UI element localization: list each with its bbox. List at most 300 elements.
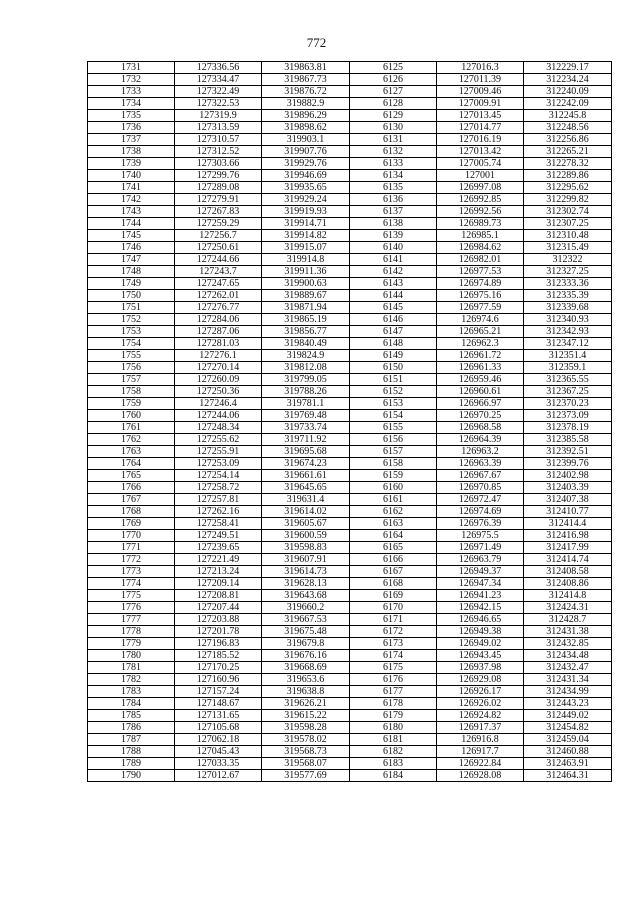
y-coord-left-cell: 319914.82 bbox=[262, 230, 350, 242]
x-coord-left-cell: 127062.18 bbox=[175, 734, 262, 746]
x-coord-left-cell: 127185.52 bbox=[175, 650, 262, 662]
point-id-right-cell: 6150 bbox=[350, 362, 437, 374]
y-coord-right-cell: 312229.17 bbox=[524, 62, 612, 74]
point-id-left-cell: 1768 bbox=[88, 506, 175, 518]
y-coord-right-cell: 312414.74 bbox=[524, 554, 612, 566]
y-coord-left-cell: 319600.59 bbox=[262, 530, 350, 542]
coordinates-table bbox=[87, 61, 612, 782]
point-id-left-cell: 1775 bbox=[88, 590, 175, 602]
x-coord-left-cell: 127255.91 bbox=[175, 446, 262, 458]
table-row bbox=[88, 686, 612, 698]
table-row bbox=[88, 254, 612, 266]
x-coord-left-cell: 127131.65 bbox=[175, 710, 262, 722]
y-coord-right-cell: 312454.82 bbox=[524, 722, 612, 734]
y-coord-right-cell: 312432.85 bbox=[524, 638, 612, 650]
point-id-left-cell: 1742 bbox=[88, 194, 175, 206]
table-row bbox=[88, 746, 612, 758]
table-row bbox=[88, 314, 612, 326]
x-coord-left-cell: 127196.83 bbox=[175, 638, 262, 650]
y-coord-right-cell: 312370.23 bbox=[524, 398, 612, 410]
y-coord-right-cell: 312256.86 bbox=[524, 134, 612, 146]
x-coord-left-cell: 127336.56 bbox=[175, 62, 262, 74]
y-coord-left-cell: 319643.68 bbox=[262, 590, 350, 602]
y-coord-right-cell: 312431.34 bbox=[524, 674, 612, 686]
point-id-right-cell: 6131 bbox=[350, 134, 437, 146]
table-row bbox=[88, 494, 612, 506]
y-coord-left-cell: 319812.08 bbox=[262, 362, 350, 374]
x-coord-right-cell: 126963.39 bbox=[437, 458, 524, 470]
y-coord-left-cell: 319903.1 bbox=[262, 134, 350, 146]
table-row bbox=[88, 758, 612, 770]
point-id-left-cell: 1769 bbox=[88, 518, 175, 530]
y-coord-right-cell: 312302.74 bbox=[524, 206, 612, 218]
point-id-right-cell: 6160 bbox=[350, 482, 437, 494]
y-coord-right-cell: 312431.38 bbox=[524, 626, 612, 638]
table-row bbox=[88, 134, 612, 146]
x-coord-right-cell: 126977.53 bbox=[437, 266, 524, 278]
point-id-right-cell: 6162 bbox=[350, 506, 437, 518]
x-coord-right-cell: 126977.59 bbox=[437, 302, 524, 314]
point-id-left-cell: 1741 bbox=[88, 182, 175, 194]
point-id-left-cell: 1748 bbox=[88, 266, 175, 278]
point-id-left-cell: 1778 bbox=[88, 626, 175, 638]
y-coord-right-cell: 312327.25 bbox=[524, 266, 612, 278]
point-id-right-cell: 6175 bbox=[350, 662, 437, 674]
y-coord-right-cell: 312315.49 bbox=[524, 242, 612, 254]
y-coord-right-cell: 312408.86 bbox=[524, 578, 612, 590]
y-coord-left-cell: 319867.73 bbox=[262, 74, 350, 86]
point-id-left-cell: 1780 bbox=[88, 650, 175, 662]
x-coord-left-cell: 127239.65 bbox=[175, 542, 262, 554]
point-id-right-cell: 6130 bbox=[350, 122, 437, 134]
y-coord-right-cell: 312410.77 bbox=[524, 506, 612, 518]
x-coord-right-cell: 126937.98 bbox=[437, 662, 524, 674]
x-coord-left-cell: 127203.88 bbox=[175, 614, 262, 626]
y-coord-right-cell: 312339.68 bbox=[524, 302, 612, 314]
point-id-left-cell: 1772 bbox=[88, 554, 175, 566]
point-id-right-cell: 6137 bbox=[350, 206, 437, 218]
table-row bbox=[88, 266, 612, 278]
point-id-left-cell: 1751 bbox=[88, 302, 175, 314]
point-id-left-cell: 1770 bbox=[88, 530, 175, 542]
x-coord-right-cell: 127011.39 bbox=[437, 74, 524, 86]
x-coord-left-cell: 127262.16 bbox=[175, 506, 262, 518]
x-coord-right-cell: 126968.58 bbox=[437, 422, 524, 434]
point-id-right-cell: 6182 bbox=[350, 746, 437, 758]
point-id-right-cell: 6146 bbox=[350, 314, 437, 326]
x-coord-right-cell: 126961.33 bbox=[437, 362, 524, 374]
point-id-right-cell: 6170 bbox=[350, 602, 437, 614]
y-coord-left-cell: 319911.36 bbox=[262, 266, 350, 278]
point-id-right-cell: 6136 bbox=[350, 194, 437, 206]
y-coord-left-cell: 319929.24 bbox=[262, 194, 350, 206]
x-coord-right-cell: 126984.62 bbox=[437, 242, 524, 254]
y-coord-right-cell: 312347.12 bbox=[524, 338, 612, 350]
point-id-right-cell: 6143 bbox=[350, 278, 437, 290]
table-row bbox=[88, 530, 612, 542]
point-id-left-cell: 1756 bbox=[88, 362, 175, 374]
x-coord-right-cell: 126960.61 bbox=[437, 386, 524, 398]
x-coord-right-cell: 126959.46 bbox=[437, 374, 524, 386]
point-id-right-cell: 6148 bbox=[350, 338, 437, 350]
y-coord-right-cell: 312248.56 bbox=[524, 122, 612, 134]
y-coord-right-cell: 312416.98 bbox=[524, 530, 612, 542]
point-id-right-cell: 6144 bbox=[350, 290, 437, 302]
page-number: 772 bbox=[306, 35, 327, 50]
x-coord-right-cell: 126917.37 bbox=[437, 722, 524, 734]
point-id-right-cell: 6138 bbox=[350, 218, 437, 230]
x-coord-left-cell: 127170.25 bbox=[175, 662, 262, 674]
point-id-right-cell: 6154 bbox=[350, 410, 437, 422]
table-row bbox=[88, 362, 612, 374]
x-coord-right-cell: 126971.49 bbox=[437, 542, 524, 554]
table-row bbox=[88, 554, 612, 566]
y-coord-left-cell: 319788.26 bbox=[262, 386, 350, 398]
table-row bbox=[88, 470, 612, 482]
x-coord-right-cell: 127001 bbox=[437, 170, 524, 182]
y-coord-left-cell: 319871.94 bbox=[262, 302, 350, 314]
table-row bbox=[88, 518, 612, 530]
x-coord-right-cell: 126970.25 bbox=[437, 410, 524, 422]
table-row bbox=[88, 290, 612, 302]
table-row bbox=[88, 350, 612, 362]
x-coord-left-cell: 127033.35 bbox=[175, 758, 262, 770]
y-coord-right-cell: 312428.7 bbox=[524, 614, 612, 626]
x-coord-right-cell: 126974.6 bbox=[437, 314, 524, 326]
x-coord-right-cell: 126992.56 bbox=[437, 206, 524, 218]
y-coord-right-cell: 312408.58 bbox=[524, 566, 612, 578]
point-id-right-cell: 6179 bbox=[350, 710, 437, 722]
x-coord-left-cell: 127313.59 bbox=[175, 122, 262, 134]
x-coord-left-cell: 127012.67 bbox=[175, 770, 262, 782]
point-id-left-cell: 1746 bbox=[88, 242, 175, 254]
y-coord-left-cell: 319914.71 bbox=[262, 218, 350, 230]
x-coord-right-cell: 126922.84 bbox=[437, 758, 524, 770]
y-coord-right-cell: 312463.91 bbox=[524, 758, 612, 770]
x-coord-right-cell: 126974.89 bbox=[437, 278, 524, 290]
x-coord-left-cell: 127279.91 bbox=[175, 194, 262, 206]
y-coord-left-cell: 319824.9 bbox=[262, 350, 350, 362]
table-row bbox=[88, 146, 612, 158]
x-coord-left-cell: 127246.4 bbox=[175, 398, 262, 410]
x-coord-right-cell: 126997.08 bbox=[437, 182, 524, 194]
point-id-right-cell: 6133 bbox=[350, 158, 437, 170]
point-id-left-cell: 1736 bbox=[88, 122, 175, 134]
y-coord-left-cell: 319675.48 bbox=[262, 626, 350, 638]
point-id-left-cell: 1732 bbox=[88, 74, 175, 86]
point-id-left-cell: 1781 bbox=[88, 662, 175, 674]
x-coord-left-cell: 127221.49 bbox=[175, 554, 262, 566]
point-id-right-cell: 6128 bbox=[350, 98, 437, 110]
y-coord-left-cell: 319661.61 bbox=[262, 470, 350, 482]
x-coord-right-cell: 126975.16 bbox=[437, 290, 524, 302]
point-id-right-cell: 6152 bbox=[350, 386, 437, 398]
table-row bbox=[88, 770, 612, 782]
x-coord-right-cell: 127013.42 bbox=[437, 146, 524, 158]
x-coord-left-cell: 127209.14 bbox=[175, 578, 262, 590]
point-id-left-cell: 1776 bbox=[88, 602, 175, 614]
y-coord-right-cell: 312365.55 bbox=[524, 374, 612, 386]
x-coord-right-cell: 126966.97 bbox=[437, 398, 524, 410]
point-id-left-cell: 1765 bbox=[88, 470, 175, 482]
point-id-left-cell: 1788 bbox=[88, 746, 175, 758]
point-id-left-cell: 1760 bbox=[88, 410, 175, 422]
y-coord-right-cell: 312407.38 bbox=[524, 494, 612, 506]
y-coord-right-cell: 312322 bbox=[524, 254, 612, 266]
point-id-left-cell: 1753 bbox=[88, 326, 175, 338]
table-row bbox=[88, 410, 612, 422]
table-row bbox=[88, 374, 612, 386]
y-coord-right-cell: 312385.58 bbox=[524, 434, 612, 446]
point-id-left-cell: 1752 bbox=[88, 314, 175, 326]
x-coord-right-cell: 126967.67 bbox=[437, 470, 524, 482]
point-id-right-cell: 6156 bbox=[350, 434, 437, 446]
y-coord-left-cell: 319896.29 bbox=[262, 110, 350, 122]
y-coord-left-cell: 319907.76 bbox=[262, 146, 350, 158]
point-id-right-cell: 6125 bbox=[350, 62, 437, 74]
table-row bbox=[88, 110, 612, 122]
table-row bbox=[88, 98, 612, 110]
point-id-right-cell: 6164 bbox=[350, 530, 437, 542]
x-coord-left-cell: 127249.51 bbox=[175, 530, 262, 542]
x-coord-right-cell: 126928.08 bbox=[437, 770, 524, 782]
y-coord-right-cell: 312240.09 bbox=[524, 86, 612, 98]
table-row bbox=[88, 206, 612, 218]
y-coord-left-cell: 319607.91 bbox=[262, 554, 350, 566]
x-coord-left-cell: 127207.44 bbox=[175, 602, 262, 614]
table-row bbox=[88, 302, 612, 314]
y-coord-left-cell: 319614.02 bbox=[262, 506, 350, 518]
y-coord-right-cell: 312351.4 bbox=[524, 350, 612, 362]
x-coord-left-cell: 127289.08 bbox=[175, 182, 262, 194]
x-coord-left-cell: 127201.78 bbox=[175, 626, 262, 638]
x-coord-left-cell: 127270.14 bbox=[175, 362, 262, 374]
table-row bbox=[88, 614, 612, 626]
point-id-right-cell: 6157 bbox=[350, 446, 437, 458]
x-coord-right-cell: 126949.02 bbox=[437, 638, 524, 650]
point-id-right-cell: 6184 bbox=[350, 770, 437, 782]
point-id-right-cell: 6134 bbox=[350, 170, 437, 182]
x-coord-left-cell: 127045.43 bbox=[175, 746, 262, 758]
x-coord-right-cell: 126916.8 bbox=[437, 734, 524, 746]
point-id-right-cell: 6151 bbox=[350, 374, 437, 386]
table-row bbox=[88, 170, 612, 182]
point-id-right-cell: 6141 bbox=[350, 254, 437, 266]
point-id-left-cell: 1787 bbox=[88, 734, 175, 746]
y-coord-left-cell: 319614.73 bbox=[262, 566, 350, 578]
table-row bbox=[88, 566, 612, 578]
point-id-left-cell: 1767 bbox=[88, 494, 175, 506]
table-row bbox=[88, 446, 612, 458]
x-coord-right-cell: 127005.74 bbox=[437, 158, 524, 170]
x-coord-right-cell: 126976.39 bbox=[437, 518, 524, 530]
y-coord-right-cell: 312367.25 bbox=[524, 386, 612, 398]
point-id-right-cell: 6149 bbox=[350, 350, 437, 362]
y-coord-right-cell: 312234.24 bbox=[524, 74, 612, 86]
table-row bbox=[88, 734, 612, 746]
x-coord-right-cell: 126942.15 bbox=[437, 602, 524, 614]
x-coord-right-cell: 127013.45 bbox=[437, 110, 524, 122]
y-coord-left-cell: 319598.28 bbox=[262, 722, 350, 734]
x-coord-left-cell: 127243.7 bbox=[175, 266, 262, 278]
y-coord-right-cell: 312443.23 bbox=[524, 698, 612, 710]
table-row bbox=[88, 182, 612, 194]
y-coord-left-cell: 319676.16 bbox=[262, 650, 350, 662]
x-coord-left-cell: 127287.06 bbox=[175, 326, 262, 338]
x-coord-left-cell: 127257.81 bbox=[175, 494, 262, 506]
y-coord-left-cell: 319900.63 bbox=[262, 278, 350, 290]
coordinates-table-body bbox=[88, 62, 612, 782]
point-id-right-cell: 6173 bbox=[350, 638, 437, 650]
point-id-right-cell: 6145 bbox=[350, 302, 437, 314]
point-id-left-cell: 1777 bbox=[88, 614, 175, 626]
table-row bbox=[88, 86, 612, 98]
x-coord-left-cell: 127258.41 bbox=[175, 518, 262, 530]
point-id-left-cell: 1743 bbox=[88, 206, 175, 218]
x-coord-right-cell: 126989.73 bbox=[437, 218, 524, 230]
point-id-left-cell: 1754 bbox=[88, 338, 175, 350]
point-id-right-cell: 6177 bbox=[350, 686, 437, 698]
point-id-left-cell: 1734 bbox=[88, 98, 175, 110]
x-coord-right-cell: 126974.69 bbox=[437, 506, 524, 518]
point-id-left-cell: 1755 bbox=[88, 350, 175, 362]
y-coord-left-cell: 319626.21 bbox=[262, 698, 350, 710]
y-coord-left-cell: 319668.69 bbox=[262, 662, 350, 674]
x-coord-right-cell: 127009.46 bbox=[437, 86, 524, 98]
table-row bbox=[88, 722, 612, 734]
x-coord-left-cell: 127299.76 bbox=[175, 170, 262, 182]
point-id-right-cell: 6155 bbox=[350, 422, 437, 434]
table-row bbox=[88, 62, 612, 74]
x-coord-right-cell: 126929.08 bbox=[437, 674, 524, 686]
y-coord-right-cell: 312402.98 bbox=[524, 470, 612, 482]
y-coord-left-cell: 319915.07 bbox=[262, 242, 350, 254]
x-coord-right-cell: 126949.37 bbox=[437, 566, 524, 578]
y-coord-left-cell: 319577.69 bbox=[262, 770, 350, 782]
y-coord-right-cell: 312432.47 bbox=[524, 662, 612, 674]
x-coord-left-cell: 127254.14 bbox=[175, 470, 262, 482]
x-coord-right-cell: 126941.23 bbox=[437, 590, 524, 602]
point-id-left-cell: 1790 bbox=[88, 770, 175, 782]
x-coord-left-cell: 127247.65 bbox=[175, 278, 262, 290]
y-coord-left-cell: 319568.07 bbox=[262, 758, 350, 770]
y-coord-left-cell: 319628.13 bbox=[262, 578, 350, 590]
y-coord-right-cell: 312265.21 bbox=[524, 146, 612, 158]
table-row bbox=[88, 122, 612, 134]
y-coord-right-cell: 312464.31 bbox=[524, 770, 612, 782]
point-id-left-cell: 1762 bbox=[88, 434, 175, 446]
table-row bbox=[88, 194, 612, 206]
y-coord-left-cell: 319935.65 bbox=[262, 182, 350, 194]
x-coord-left-cell: 127260.09 bbox=[175, 374, 262, 386]
x-coord-right-cell: 126992.85 bbox=[437, 194, 524, 206]
y-coord-left-cell: 319865.19 bbox=[262, 314, 350, 326]
point-id-right-cell: 6172 bbox=[350, 626, 437, 638]
y-coord-right-cell: 312359.1 bbox=[524, 362, 612, 374]
point-id-right-cell: 6129 bbox=[350, 110, 437, 122]
y-coord-left-cell: 319667.53 bbox=[262, 614, 350, 626]
x-coord-right-cell: 126965.21 bbox=[437, 326, 524, 338]
table-row bbox=[88, 218, 612, 230]
table-row bbox=[88, 158, 612, 170]
y-coord-left-cell: 319914.8 bbox=[262, 254, 350, 266]
x-coord-right-cell: 126972.47 bbox=[437, 494, 524, 506]
table-row bbox=[88, 542, 612, 554]
point-id-left-cell: 1744 bbox=[88, 218, 175, 230]
table-row bbox=[88, 710, 612, 722]
x-coord-left-cell: 127334.47 bbox=[175, 74, 262, 86]
y-coord-left-cell: 319653.6 bbox=[262, 674, 350, 686]
x-coord-right-cell: 126963.2 bbox=[437, 446, 524, 458]
y-coord-right-cell: 312414.4 bbox=[524, 518, 612, 530]
point-id-left-cell: 1782 bbox=[88, 674, 175, 686]
y-coord-right-cell: 312295.62 bbox=[524, 182, 612, 194]
y-coord-left-cell: 319615.22 bbox=[262, 710, 350, 722]
x-coord-right-cell: 126961.72 bbox=[437, 350, 524, 362]
x-coord-left-cell: 127244.06 bbox=[175, 410, 262, 422]
point-id-left-cell: 1773 bbox=[88, 566, 175, 578]
point-id-left-cell: 1738 bbox=[88, 146, 175, 158]
x-coord-left-cell: 127250.36 bbox=[175, 386, 262, 398]
x-coord-left-cell: 127258.72 bbox=[175, 482, 262, 494]
y-coord-left-cell: 319840.49 bbox=[262, 338, 350, 350]
point-id-left-cell: 1731 bbox=[88, 62, 175, 74]
y-coord-right-cell: 312403.39 bbox=[524, 482, 612, 494]
point-id-left-cell: 1740 bbox=[88, 170, 175, 182]
x-coord-right-cell: 127014.77 bbox=[437, 122, 524, 134]
y-coord-right-cell: 312434.99 bbox=[524, 686, 612, 698]
point-id-right-cell: 6178 bbox=[350, 698, 437, 710]
y-coord-right-cell: 312417.99 bbox=[524, 542, 612, 554]
point-id-right-cell: 6159 bbox=[350, 470, 437, 482]
x-coord-right-cell: 126947.34 bbox=[437, 578, 524, 590]
y-coord-right-cell: 312289.86 bbox=[524, 170, 612, 182]
y-coord-left-cell: 319598.83 bbox=[262, 542, 350, 554]
point-id-right-cell: 6139 bbox=[350, 230, 437, 242]
table-row bbox=[88, 674, 612, 686]
table-row bbox=[88, 698, 612, 710]
x-coord-right-cell: 126985.1 bbox=[437, 230, 524, 242]
y-coord-left-cell: 319645.65 bbox=[262, 482, 350, 494]
point-id-right-cell: 6183 bbox=[350, 758, 437, 770]
x-coord-right-cell: 126946.65 bbox=[437, 614, 524, 626]
y-coord-left-cell: 319568.73 bbox=[262, 746, 350, 758]
x-coord-left-cell: 127157.24 bbox=[175, 686, 262, 698]
x-coord-right-cell: 126964.39 bbox=[437, 434, 524, 446]
y-coord-left-cell: 319674.23 bbox=[262, 458, 350, 470]
point-id-left-cell: 1763 bbox=[88, 446, 175, 458]
y-coord-left-cell: 319799.05 bbox=[262, 374, 350, 386]
point-id-left-cell: 1747 bbox=[88, 254, 175, 266]
table-row bbox=[88, 506, 612, 518]
point-id-right-cell: 6166 bbox=[350, 554, 437, 566]
y-coord-left-cell: 319856.77 bbox=[262, 326, 350, 338]
y-coord-right-cell: 312342.93 bbox=[524, 326, 612, 338]
x-coord-left-cell: 127160.96 bbox=[175, 674, 262, 686]
y-coord-left-cell: 319929.76 bbox=[262, 158, 350, 170]
point-id-right-cell: 6153 bbox=[350, 398, 437, 410]
point-id-left-cell: 1745 bbox=[88, 230, 175, 242]
y-coord-left-cell: 319679.8 bbox=[262, 638, 350, 650]
table-row bbox=[88, 230, 612, 242]
x-coord-right-cell: 126917.7 bbox=[437, 746, 524, 758]
x-coord-left-cell: 127248.34 bbox=[175, 422, 262, 434]
point-id-left-cell: 1783 bbox=[88, 686, 175, 698]
point-id-right-cell: 6127 bbox=[350, 86, 437, 98]
y-coord-right-cell: 312340.93 bbox=[524, 314, 612, 326]
x-coord-left-cell: 127256.7 bbox=[175, 230, 262, 242]
point-id-left-cell: 1784 bbox=[88, 698, 175, 710]
